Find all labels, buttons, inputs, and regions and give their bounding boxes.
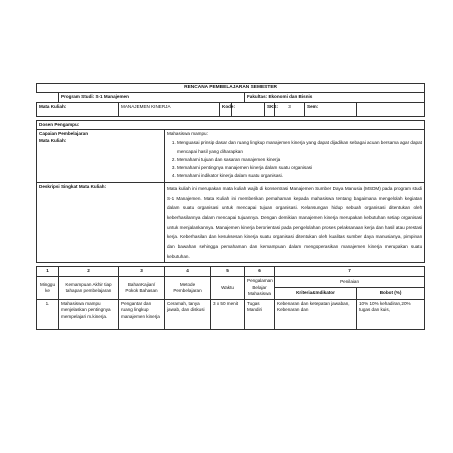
header-waktu: Waktu (211, 277, 245, 299)
header-pengalaman: Pengalaman Belajar Mahasiswa (245, 277, 275, 299)
capaian-intro: Mahasiswa mampu: (167, 131, 208, 137)
header-penilaian: Penilaian (275, 277, 425, 287)
header-kriteria: Kriteria&Indikator (275, 287, 357, 299)
sks-label: SKS: (265, 102, 275, 116)
capaian-item: 2. Memahami tujuan dan sasaran manajemen kinerja (177, 157, 422, 163)
document-title: RENCANA PEMBELAJARAN SEMESTER (37, 84, 425, 93)
header-bahan: BahanKajian/ Pokok Bahasan (119, 277, 165, 299)
capaian-item: 4. Memahami indikator kinerja dalam suatu organisasi. (177, 173, 422, 179)
cell-kriteria: Kebenaran dan ketepatan jawaban, Kebenaran dan (275, 299, 357, 329)
capaian-label-line1: Capaian Pembelajaran (39, 131, 89, 137)
cell-bobot: 10% 10% kehadiran,20% tugas dan kuis, (357, 299, 425, 329)
kode-label: Kode: (220, 102, 232, 116)
kode-value (232, 102, 265, 116)
program-studi: Program Studi: S-1 Manajemen (59, 93, 245, 102)
mata-kuliah-value: MANAJEMEN KINERJA (119, 102, 220, 116)
col-number: 3 (119, 267, 165, 277)
col-number: 5 (211, 267, 245, 277)
col-number: 1 (37, 267, 59, 277)
capaian-content (165, 130, 425, 183)
sem-label: Sem: (305, 102, 357, 116)
deskripsi-text: Mata kuliah ini merupakan mata kuliah wajib di konsentrasi Manajemen Sumber Daya Manusia (MSDM) pada program studi S-1 Manajemen. Mata Kuliah ini memberikan pemahaman kepada mahasiswa tentang bagaimana mengelolah kegiatan dalam suatu organisasi untuk mencapai tujuan organisasi. Kelansungan hidup sebuah organisasi ditentukan oleh keberhasilannya dalam mencapai tujuannya. Dengan demikian manajemen kinerja merupakan kebutuhan setiap organisasi untuk menjalankannya. Manajemen kinerja berorientasi pada pengelolahan proses pelaksanaan kerja dan hasil atau prestasi kerja. Keberhasilan dan kesuksesan kinerja suatu organisasi ditentukan oleh kualitas sumber daya manusianya, pimpinan dan bawahan sehingga pemahaman dan kemampuan dalam mengoperasikan manajemen kinerja merupakan suatu kebutuhan. (165, 182, 425, 263)
cell-pengalaman: Tugas Mandiri (245, 299, 275, 329)
fakultas: Fakultas: Ekonomi dan Bisnis (245, 93, 425, 102)
table-row (37, 299, 425, 329)
cell-minggu: 1. (37, 299, 59, 329)
capaian-label-line2: Mata Kuliah: (39, 137, 67, 143)
rps-table (36, 83, 425, 330)
header-kemampuan: Kemampuan Akhir tiap tahapan pembelajaran (59, 277, 119, 299)
rps-document (36, 83, 424, 330)
cell-waktu: 3 x 50 menit (211, 299, 245, 329)
capaian-item: 1. Menguasai prinsip dasar dan ruang lingkup manajemen kinerja yang dapat dijadikan sebagai acuan bersama agar dapat mencapai hasil yang diharapkan (177, 138, 422, 156)
col-number: 2 (59, 267, 119, 277)
col-number: 4 (165, 267, 211, 277)
header-metode: Metode Pembelajaran (165, 277, 211, 299)
deskripsi-label: Deskripsi Singkat Mata Kuliah: (37, 182, 165, 263)
sem-value (357, 102, 425, 116)
mata-kuliah-label: Mata Kuliah: (37, 102, 119, 116)
col-number: 6 (245, 267, 275, 277)
capaian-list (167, 138, 422, 180)
col-number: 7 (275, 267, 425, 277)
cell-bahan: Pengantar dan ruang lingkup manajemen kinerja (119, 299, 165, 329)
sks-value: 3 (275, 102, 305, 116)
cell-metode: Ceramah, tanya jawab, dan diskusi (165, 299, 211, 329)
cell-kemampuan: Mahasiswa mampu menjelaskan pentingnya mempelajari m.kinerja. (59, 299, 119, 329)
capaian-item: 3. Memahami pentingnya manajemen kinerja dalam suatu organisasi (177, 165, 422, 171)
header-minggu: Minggu ke (37, 277, 59, 299)
header-bobot: Bobot (%) (357, 287, 425, 299)
capaian-label (37, 130, 165, 183)
dosen-pengampu-label: Dosen Pengampu: (37, 120, 425, 129)
